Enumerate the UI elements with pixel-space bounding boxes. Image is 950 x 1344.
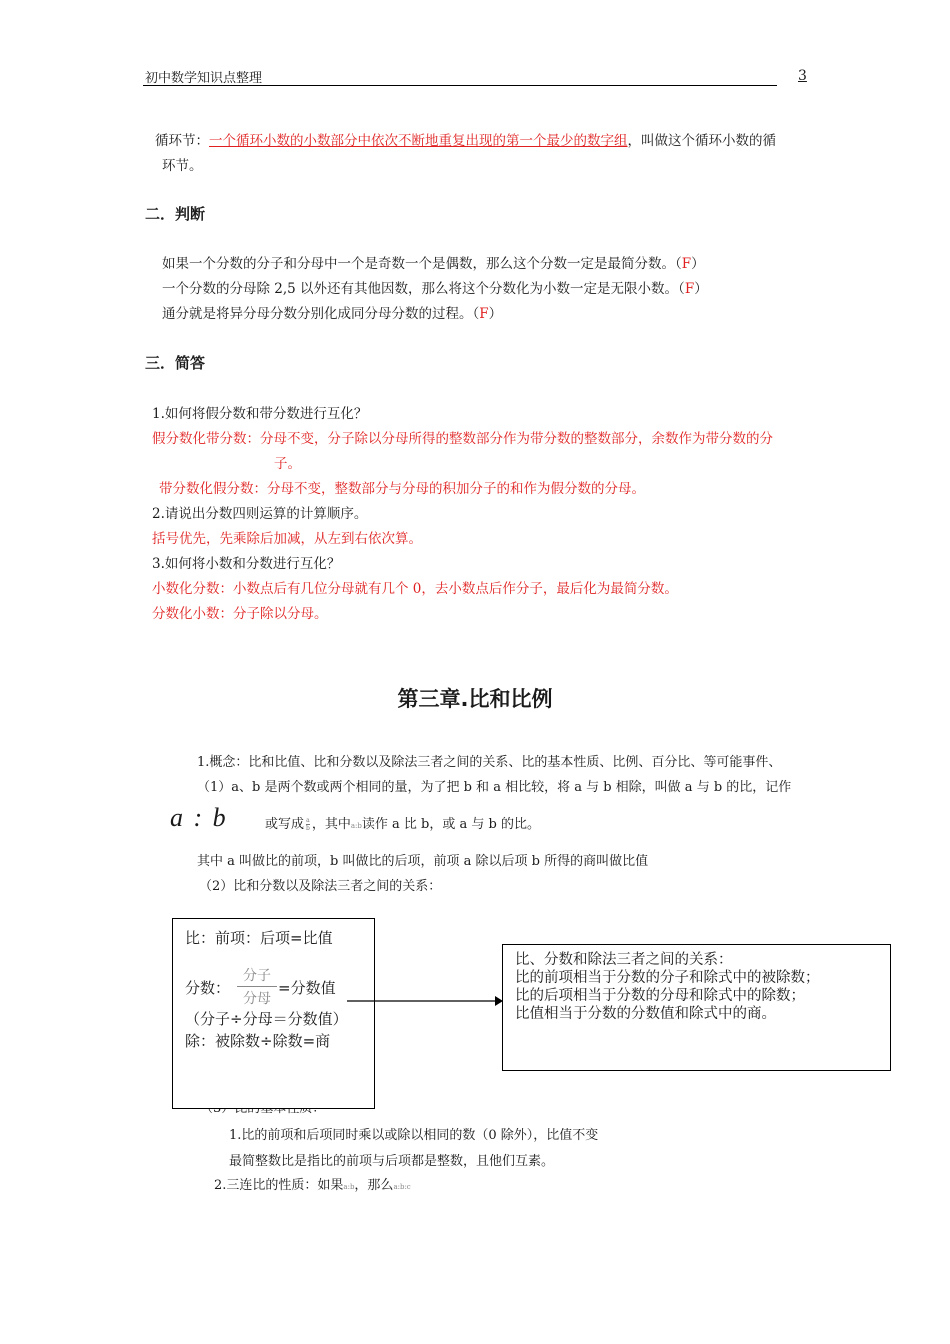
box-ratio-line: 比：前项：后项=比值 [185,929,333,947]
ratio-notation-text [265,813,540,832]
answer-3-line-1: 小数化分数：小数点后有几位分母就有几个 0，去小数点后作分子，最后化为最简分数。 [152,581,678,597]
relation-summary-line: 比值相当于分数的分数值和除式中的商。 [515,1006,776,1022]
fraction-denominator: b [306,825,310,832]
header-divider [143,85,777,86]
section-heading-judgement: 二．判断 [145,205,206,223]
judgement-item [162,302,502,322]
ratio-text-a: 或写成 [265,817,305,832]
judgement-close: ） [694,281,708,297]
judgement-answer: F [681,256,692,272]
header-title: 初中数学知识点整理 [145,71,263,86]
ratio-notation-line [170,803,228,833]
judgement-answer: F [479,306,489,322]
ratio-text-b: ，其中 [311,817,351,832]
relation-heading: （2）比和分数以及除法三者之间的关系： [199,879,442,894]
box-division-line: 除：被除数÷除数=商 [185,1032,331,1050]
judgement-answer: F [684,281,695,297]
ratio-terms: 其中 a 叫做比的前项，b 叫做比的后项，前项 a 除以后项 b 所得的商叫做比值 [197,854,649,869]
cycle-definition-line [155,129,776,149]
triple-ratio-text-b: ，那么 [354,1178,394,1193]
box-fraction-numerator: 分子 [243,968,271,984]
relation-summary-title: 比、分数和除法三者之间的关系： [515,952,733,968]
cycle-rest: ，叫做这个循环小数的循 [627,133,776,149]
fraction-numerator: a [306,817,310,824]
answer-1-line-1: 假分数化带分数：分母不变，分子除以分母所得的整数部分作为带分数的整数部分，余数作为带分数的分 [152,431,773,447]
cycle-continued: 环节。 [162,158,203,174]
basic-property-1: 1.比的前项和后项同时乘以或除以相同的数（0 除外），比值不变 [229,1128,599,1143]
box-fraction-division: （分子÷分母＝分数值） [185,1010,348,1028]
cycle-label: 循环节： [155,133,209,149]
judgement-close: ） [488,306,503,322]
ratio-definition: （1）a、b 是两个数或两个相同的量，为了把 b 和 a 相比较，将 a 与 b 相除，叫做 a 与 b 的比，记作 [197,780,792,795]
box-fraction-denominator: 分母 [243,991,271,1007]
cycle-definition: 一个循环小数的小数部分中依次不断地重复出现的第一个最少的数字组 [209,133,628,149]
answer-1-line-2: 子。 [274,456,301,472]
page-number: 3 [798,68,807,84]
judgement-text: 一个分数的分母除 2,5 以外还有其他因数，那么将这个分数化为小数一定是无限小数。（ [162,281,685,297]
question-2: 2.请说出分数四则运算的计算顺序。 [152,506,368,522]
box-fraction-label: 分数： [185,979,231,997]
judgement-text: 通分就是将异分母分数分别化成同分母分数的过程。（ [162,306,480,322]
triple-ratio-tiny-1: a:b [343,1183,355,1191]
question-1: 1.如何将假分数和带分数进行互化？ [152,406,368,422]
relation-summary-line: 比的前项相当于分数的分子和除式中的被除数； [515,970,820,986]
answer-1-line-3: 带分数化假分数：分母不变，整数部分与分母的积加分子的和作为假分数的分母。 [159,481,645,497]
ratio-fraction [306,817,310,832]
section-heading-short-answer: 三．简答 [145,354,206,372]
judgement-item [162,252,705,272]
relation-summary-line: 比的后项相当于分数的分母和除式中的除数； [515,988,805,1004]
box-fraction-value: =分数值 [278,979,336,997]
judgement-close: ） [691,256,705,272]
simplest-ratio-note: 最简整数比是指比的前项与后项都是整数，且他们互素。 [229,1154,555,1169]
ratio-text-c: 读作 a 比 b，或 a 与 b 的比。 [361,817,540,832]
answer-3-line-2: 分数化小数：分子除以分母。 [152,606,328,622]
ratio-formula: a : b [170,803,228,832]
box-fraction-bar [237,986,277,987]
triple-ratio-tiny-2: a:b:c [393,1183,411,1191]
answer-2: 括号优先，先乘除后加减，从左到右依次算。 [152,531,422,547]
question-3: 3.如何将小数和分数进行互化？ [152,556,341,572]
relation-box-right [502,944,891,1071]
arrow-connector [347,994,505,1008]
concept-line: 1.概念：比和比值、比和分数以及除法三者之间的关系、比的基本性质、比例、百分比、等可能事件、 [197,755,782,770]
triple-ratio-text-a: 2.三连比的性质：如果 [214,1178,344,1193]
chapter-title: 第三章.比和比例 [397,687,553,711]
ratio-tiny: a:b [350,822,362,830]
judgement-text: 如果一个分数的分子和分母中一个是奇数一个是偶数，那么这个分数一定是最简分数。（ [162,256,682,272]
relation-box-left [172,918,375,1109]
triple-ratio-property [214,1174,411,1193]
judgement-item [162,277,708,297]
